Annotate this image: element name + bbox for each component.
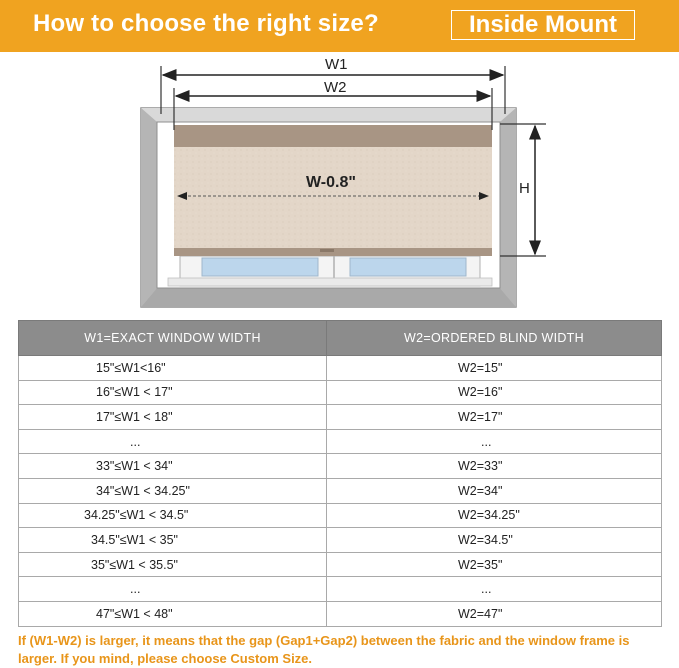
table-row bbox=[19, 454, 662, 479]
blind-width-cell: ... bbox=[327, 429, 662, 454]
window-width-cell: 35"≤W1 < 35.5" bbox=[19, 552, 327, 577]
frame-bevel-top bbox=[141, 108, 516, 122]
gap-footnote: If (W1-W2) is larger, it means that the gap (Gap1+Gap2) between the fabric and the window frame is larger. If you mind, please choose Custom Size. bbox=[18, 633, 630, 666]
glass-pane-left bbox=[202, 258, 318, 276]
window-width-cell: 15"≤W1<16" bbox=[19, 356, 327, 381]
table-row bbox=[19, 478, 662, 503]
blind-headrail bbox=[174, 125, 492, 147]
table-row bbox=[19, 528, 662, 553]
glass-pane-right bbox=[350, 258, 466, 276]
w2-label: W2 bbox=[324, 79, 347, 96]
window-width-cell: ... bbox=[19, 577, 327, 602]
window-width-cell: ... bbox=[19, 429, 327, 454]
window-width-cell: 33"≤W1 < 34" bbox=[19, 454, 327, 479]
page-title: How to choose the right size? bbox=[33, 10, 379, 37]
blind-width-cell: W2=17" bbox=[327, 405, 662, 430]
height-label: H bbox=[519, 180, 530, 197]
table-row bbox=[19, 552, 662, 577]
frame-bevel-bottom bbox=[141, 288, 516, 307]
table-row bbox=[19, 405, 662, 430]
window-width-cell: 34.5"≤W1 < 35" bbox=[19, 528, 327, 553]
blind-width-cell: W2=34.5" bbox=[327, 528, 662, 553]
window-width-cell: 47"≤W1 < 48" bbox=[19, 601, 327, 626]
blind-width-cell: W2=35" bbox=[327, 552, 662, 577]
table-row bbox=[19, 601, 662, 626]
w1-label: W1 bbox=[325, 56, 348, 73]
table-row bbox=[19, 380, 662, 405]
table-row bbox=[19, 577, 662, 602]
blind-width-cell: W2=15" bbox=[327, 356, 662, 381]
size-chart-table bbox=[18, 320, 662, 627]
column-header-window-width: W1=EXACT WINDOW WIDTH bbox=[19, 321, 327, 356]
header-banner bbox=[0, 0, 679, 52]
blind-width-cell: W2=34" bbox=[327, 478, 662, 503]
window-width-cell: 17"≤W1 < 18" bbox=[19, 405, 327, 430]
window-width-cell: 34.25"≤W1 < 34.5" bbox=[19, 503, 327, 528]
blind-width-cell: W2=34.25" bbox=[327, 503, 662, 528]
mount-type-badge: Inside Mount bbox=[451, 10, 635, 40]
table-row bbox=[19, 429, 662, 454]
blind-width-cell: W2=33" bbox=[327, 454, 662, 479]
table-header-row bbox=[19, 321, 662, 356]
window-width-cell: 16"≤W1 < 17" bbox=[19, 380, 327, 405]
blind-width-cell: W2=47" bbox=[327, 601, 662, 626]
window-width-cell: 34"≤W1 < 34.25" bbox=[19, 478, 327, 503]
window-blind-diagram bbox=[0, 52, 679, 314]
blind-width-cell: ... bbox=[327, 577, 662, 602]
blind-fabric bbox=[174, 147, 492, 248]
column-header-blind-width: W2=ORDERED BLIND WIDTH bbox=[327, 321, 662, 356]
table-row bbox=[19, 356, 662, 381]
table-row bbox=[19, 503, 662, 528]
frame-bevel-right bbox=[500, 108, 516, 307]
fabric-width-label: W-0.8" bbox=[306, 174, 356, 191]
frame-bevel-left bbox=[141, 108, 157, 307]
blind-width-cell: W2=16" bbox=[327, 380, 662, 405]
